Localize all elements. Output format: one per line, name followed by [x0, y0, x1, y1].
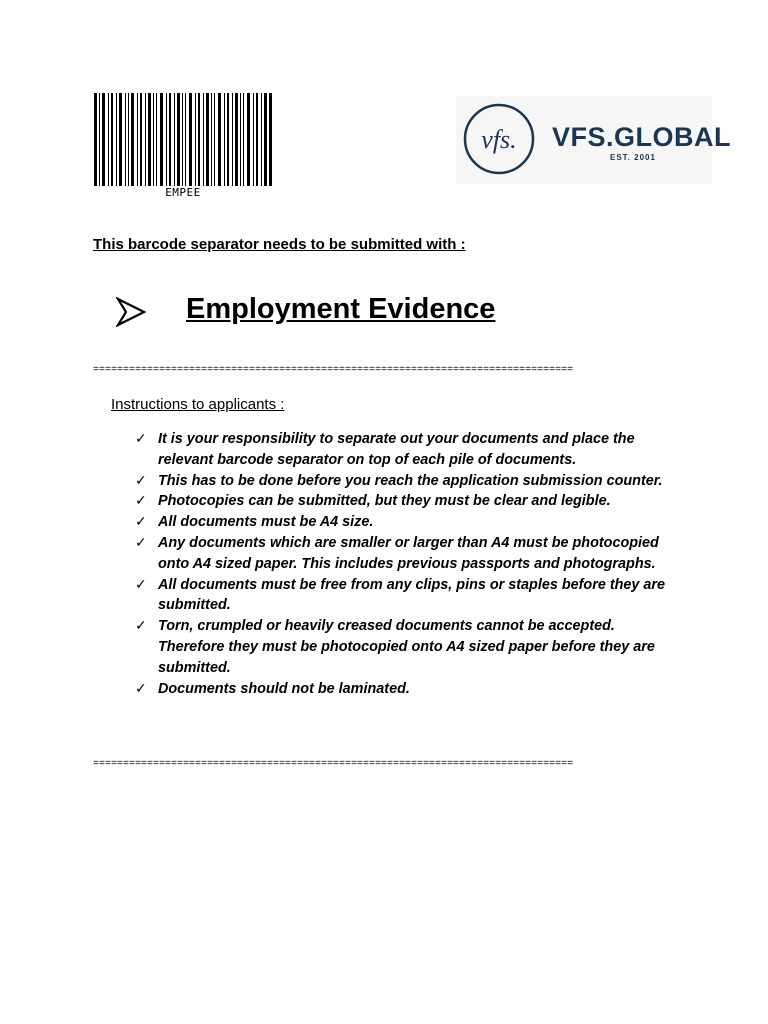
instruction-item: ✓ All documents must be A4 size. [135, 512, 680, 533]
checkmark-icon: ✓ [135, 493, 147, 510]
logo-monogram: vfs. [481, 125, 517, 154]
instruction-item: ✓ Documents should not be laminated. [135, 679, 680, 700]
instruction-item: ✓ It is your responsibility to separate out your documents and place the relevant barcode separator on top of each pile of documents. [135, 431, 635, 468]
checkmark-icon: ✓ [135, 431, 147, 447]
instruction-item: ✓ Torn, crumpled or heavily creased documents cannot be accepted. Therefore they must be photocopied onto A4 sized paper before they are submitted. [135, 618, 655, 676]
instruction-item: ✓ Photocopies can be submitted, but they must be clear and legible. [135, 491, 680, 512]
vfs-global-logo [456, 96, 731, 184]
instruction-item: ✓ This has to be done before you reach the application submission counter. [135, 471, 680, 492]
vfs-monogram-icon [462, 102, 536, 176]
document-title: Employment Evidence [186, 293, 496, 325]
checkmark-icon: ✓ [135, 618, 147, 635]
checkmark-icon: ✓ [135, 680, 147, 697]
logo-est: EST. 2001 [610, 153, 656, 162]
instructions-list [135, 429, 680, 699]
arrowhead-bullet-icon [116, 294, 146, 330]
barcode [94, 93, 272, 200]
checkmark-icon: ✓ [135, 576, 147, 593]
logo-name: VFS.GLOBAL [552, 122, 731, 152]
barcode-bars [94, 93, 272, 186]
checkmark-icon: ✓ [135, 514, 147, 531]
checkmark-icon: ✓ [135, 472, 147, 489]
instruction-item: ✓ Any documents which are smaller or larger than A4 must be photocopied onto A4 sized paper. This includes previous passports and photographs. [135, 534, 659, 572]
submit-instruction: This barcode separator needs to be submitted with : [93, 236, 466, 253]
instruction-item: ✓ All documents must be free from any clips, pins or staples before they are submitted. [135, 576, 666, 614]
barcode-label: EMPEE [165, 186, 201, 199]
instructions-heading: Instructions to applicants : [111, 396, 285, 413]
divider-bottom: ================================================================================ [93, 759, 574, 770]
checkmark-icon: ✓ [135, 534, 147, 551]
divider-top: ================================================================================ [93, 365, 574, 376]
